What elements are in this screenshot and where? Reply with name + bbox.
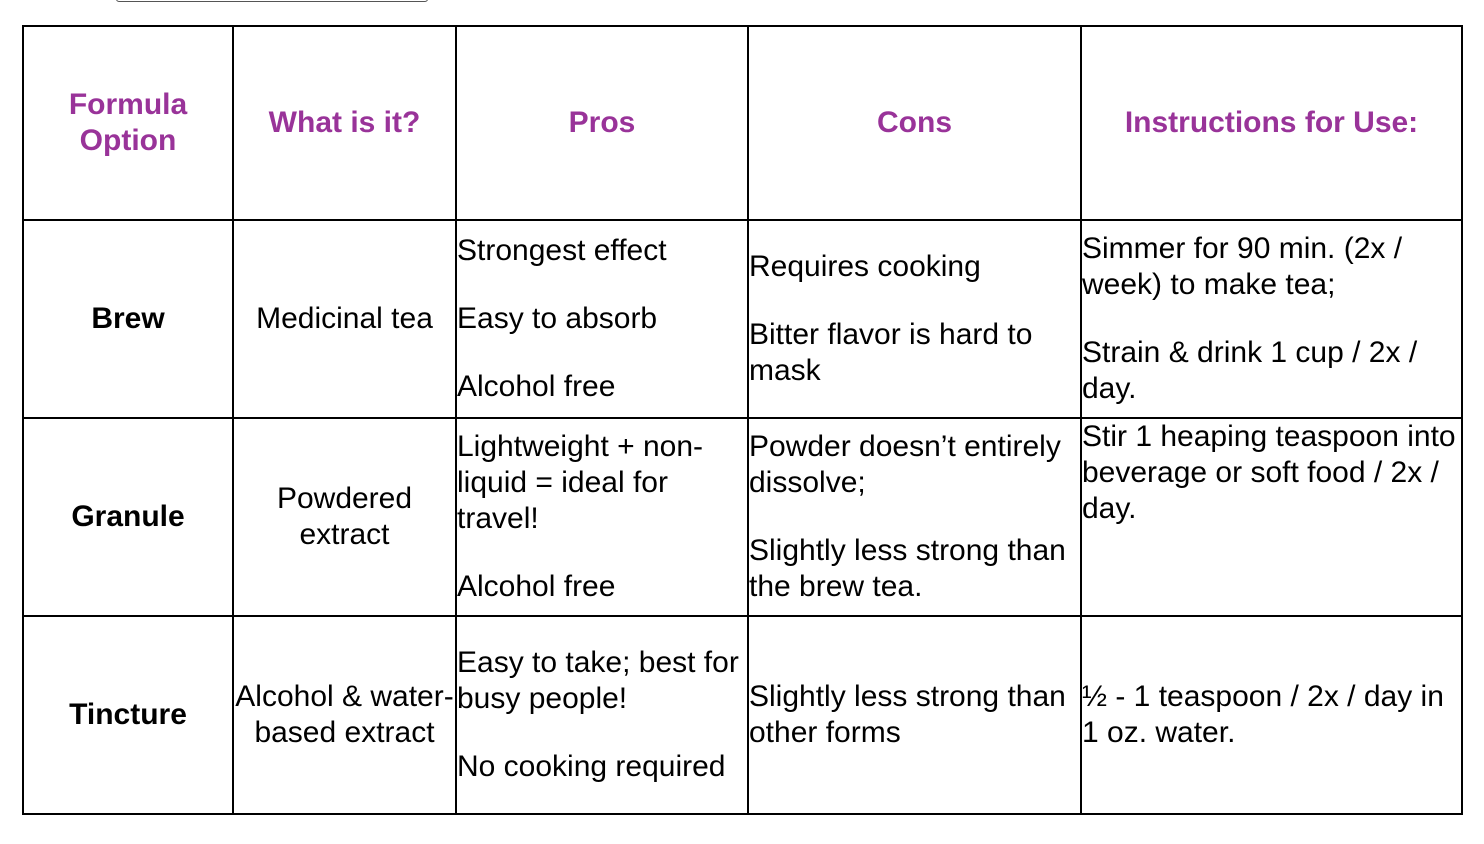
cons-cell [748,418,1081,616]
cons-item: Slightly less strong than the brew tea. [749,534,1066,603]
what-cell: Medicinal tea [233,220,456,418]
table-row-tincture [23,616,1462,814]
option-cell: Brew [23,220,233,418]
cons-item: Requires cooking [749,250,981,283]
instructions-cell [1081,220,1462,418]
what-cell: Alcohol & water-based extract [233,616,456,814]
pros-item: Strongest effect [457,234,667,267]
header-cons: Cons [748,26,1081,220]
header-instructions: Instructions for Use: [1081,26,1462,220]
pros-item: Lightweight + non-liquid = ideal for travel! [457,430,704,535]
header-formula-option: Formula Option [23,26,233,220]
instructions-cell [1081,418,1462,616]
table-row-granule [23,418,1462,616]
cons-item: Powder doesn’t entirely dissolve; [749,430,1061,499]
table-row-brew [23,220,1462,418]
pros-item: No cooking required [457,750,726,783]
cons-item: Bitter flavor is hard to mask [749,318,1033,387]
option-cell: Tincture [23,616,233,814]
pros-cell [456,616,748,814]
instructions-cell [1081,616,1462,814]
formula-options-table [22,25,1463,815]
instructions-item: ½ - 1 teaspoon / 2x / day in 1 oz. water. [1082,680,1444,749]
top-input-box [116,0,428,2]
pros-item: Alcohol free [457,370,616,403]
instructions-item: Strain & drink 1 cup / 2x / day. [1082,336,1418,405]
pros-cell [456,418,748,616]
pros-cell [456,220,748,418]
pros-item: Easy to take; best for busy people! [457,646,739,715]
cons-item: Slightly less strong than other forms [749,680,1066,749]
header-what-is-it: What is it? [233,26,456,220]
pros-item: Easy to absorb [457,302,658,335]
instructions-item: Stir 1 heaping teaspoon into beverage or soft food / 2x / day. [1082,420,1456,525]
header-row [23,26,1462,220]
option-cell: Granule [23,418,233,616]
instructions-item: Simmer for 90 min. (2x / week) to make tea; [1082,232,1403,301]
cons-cell [748,616,1081,814]
pros-item: Alcohol free [457,570,616,603]
header-pros: Pros [456,26,748,220]
what-cell: Powdered extract [233,418,456,616]
cons-cell [748,220,1081,418]
